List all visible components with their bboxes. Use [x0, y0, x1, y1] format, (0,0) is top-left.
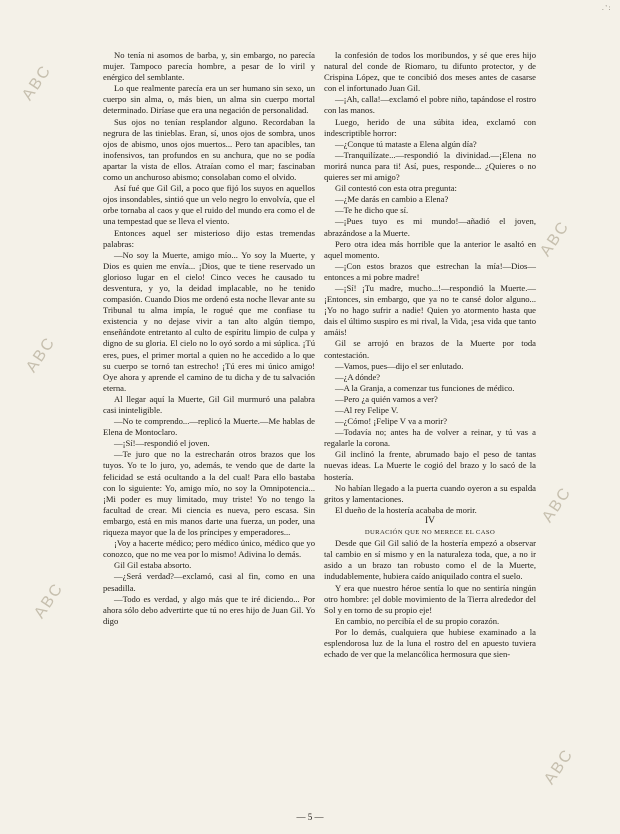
page-number: — 5 — [296, 812, 324, 822]
paragraph: la confesión de todos los moribundos, y sé que eres hijo natural del conde de Riomaro, tu difunto protector, y de Crispina López, que te concibió dos meses antes de casarse con el infortunado Juan Gil. [324, 50, 536, 94]
paragraph: Luego, herido de una súbita idea, exclamó con indescriptible horror: [324, 116, 536, 138]
edge-mark: . ' : [602, 4, 611, 12]
paragraph: —¿A dónde? [335, 371, 381, 382]
paragraph: —¡Sí!—respondió el joven. [114, 438, 210, 449]
paragraph: No tenía ni asomos de barba, y, sin embargo, no parecía mujer. Tampoco parecía hombre, a pesar de lo viril y enérgico del semblante. [103, 50, 315, 83]
watermark-abc: ABC [19, 61, 55, 104]
paragraph: —¿Me darás en cambio a Elena? [335, 194, 449, 205]
paragraph: —Al rey Felipe V. [335, 405, 399, 415]
paragraph: —No soy la Muerte, amigo mío... Yo soy la Muerte, y Dios es quien me envía... ¡Dios, que te tiene reservado un glorioso lugar en el cielo! Cinco veces he causado tu desventura, y yo, la deidad implacable, no he tenido compasión. Cuando Dios me ordenó esta noche llevar ante su Tribunal tu alma impía, le rogué que me confiase tu existencia y no dejase vivir a tan alto algún tiempo, enseñándote entretanto al culto de espíritu limpio de culpa y digno de su gloria. El cielo no lo oyó sordo a mi súplica. ¡Tú eres, pues, el primer mortal a quien no he accedido a lo que su cuerpo se tornó tan estrecho! ¡Tú eres mi único amigo! Oye ahora y aprende el camino de tu dicha y de tu salvación eterna. [103, 249, 315, 393]
paragraph: Gil contestó con esta otra pregunta: [335, 183, 457, 194]
watermark-abc: ABC [31, 579, 67, 622]
paragraph: —Pero ¿a quién vamos a ver? [335, 393, 438, 404]
paragraph: —Todavía no; antes ha de volver a reinar, y tú vas a regalarle la corona. [324, 427, 536, 449]
paragraph: —Te he dicho que sí. [335, 205, 409, 216]
paragraph: Pero otra idea más horrible que la anterior le asaltó en aquel momento. [324, 238, 536, 260]
paragraph: —¡Sí! ¡Tu madre, mucho...!—respondió la Muerte.—¡Entonces, sin embargo, que ya no te cansé dolor alguno... ¡Yo no hago sufrir a nadie! Quien yo atormento hasta que dais el último suspiro es mi rival, la Vida, ¡esa vida que tanto amáis! [324, 282, 536, 338]
paragraph: —¡Ah, calla!—exclamó el pobre niño, tapándose el rostro con las manos. [324, 94, 536, 116]
paragraph: Gil Gil estaba absorto. [114, 560, 192, 571]
paragraph: Sus ojos no tenían resplandor alguno. Recordaban la negrura de las tinieblas. Eran, sí, unos ojos de sombra, unos ojos de abismo, unos ojos muertos... Pero tan apacibles, tan inofensivos, tan profundos en su anchura, que no se podía apartar la vista de ellos. Atraían como el mar; fascinaban como un anchuroso abismo; consolaban como el olvido. [103, 116, 315, 183]
paragraph: —¿Cómo! ¡Felipe V va a morir? [335, 416, 448, 427]
paragraph: —Te juro que no la estrecharán otros brazos que los tuyos. Yo te lo juro, yo, además, te vendo que de darte la felicidad se está ocultando a la del cual! Para ello bastaba con lo siguiente: Yo, amigo mío, no soy la Omnipotencia... ¡Mi poder es muy limitado, muy triste! Yo no tengo la facultad de crear. Mi ciencia es nueva, pero escasa. Sin embargo, está en mis manos darte una fuerza, un poder, una riqueza mayor que la de los príncipes y emperadores... [103, 449, 315, 538]
paragraph: —Todo es verdad, y algo más que te iré diciendo... Por ahora sólo debo advertirte que tú no eres hijo de Juan Gil. Yo digo [103, 593, 315, 626]
watermark-abc: ABC [539, 483, 575, 526]
right-column [324, 50, 536, 660]
paragraph: —¿Conque tú mataste a Elena algún día? [335, 138, 477, 149]
watermark-abc: ABC [541, 745, 577, 788]
paragraph: —¿Será verdad?—exclamó, casi al fin, como en una pesadilla. [103, 571, 315, 593]
paragraph: —No te comprendo...—replicó la Muerte.—Me hablas de Elena de Montoclaro. [103, 416, 315, 438]
paragraph: Desde que Gil Gil salió de la hostería empezó a observar tal cambio en sí mismo y en la naturaleza toda, que, a no ir asido a un brazo tan robusto como el de la Muerte, indudablemente, hubiera caído aniquilado contra el suelo. [324, 538, 536, 582]
paragraph: Gil se arrojó en brazos de la Muerte por toda contestación. [324, 338, 536, 360]
paragraph: Lo que realmente parecía era un ser humano sin sexo, un cuerpo sin alma, o, más bien, un alma sin cuerpo mortal determinado. Diríase que era una negación de personalidad. [103, 83, 315, 116]
section-title: DURACIÓN QUE NO MERECE EL CASO [364, 529, 496, 537]
paragraph: ¡Voy a hacerte médico; pero médico único, médico que yo conozco, que no me vea por lo mismo! Adivina lo demás. [103, 538, 315, 560]
paragraph: Al llegar aquí la Muerte, Gil Gil murmuró una palabra casi ininteligible. [103, 393, 315, 415]
paragraph: —Vamos, pues—dijo el ser enlutado. [335, 360, 464, 371]
paragraph: Por lo demás, cualquiera que hubiese examinado a la esplendorosa luz de la luna el rostro del en apuesto tuviera echado de ver que la melancólica hermosura que sien- [324, 626, 536, 660]
section-number: IV [424, 515, 436, 526]
left-column [103, 50, 315, 627]
paragraph: Y era que nuestro héroe sentía lo que no sentiría ningún otro hombre: ¡el doble movimiento de la Tierra alrededor del Sol y en torno de su propio eje! [324, 582, 536, 615]
watermark-abc: ABC [23, 333, 59, 376]
paragraph: —Tranquilízate...—respondió la divinidad.—¡Elena no morirá nunca para ti! Así, pues, responde... ¿Quieres o no quieres ser mi amigo? [324, 149, 536, 183]
paragraph: El dueño de la hostería acababa de morir. [335, 504, 477, 515]
paragraph: Entonces aquel ser misterioso dijo estas tremendas palabras: [103, 227, 315, 249]
paragraph: —¡Pues tuyo es mi mundo!—añadió el joven, abrazándose a la Muerte. [324, 216, 536, 238]
paragraph: En cambio, no percibía el de su propio corazón. [335, 615, 500, 626]
paragraph: No habían llegado a la puerta cuando oyeron a su espalda gritos y lamentaciones. [324, 482, 536, 504]
paragraph: —A la Granja, a comenzar tus funciones de médico. [335, 382, 515, 393]
watermark-abc: ABC [537, 217, 573, 260]
paragraph: Gil inclinó la frente, abrumado bajo el peso de tantas nuevas ideas. La Muerte le cogió del brazo y lo sacó de la hostería. [324, 449, 536, 482]
paragraph: Así fué que Gil Gil, a poco que fijó los suyos en aquellos ojos insondables, sintió que un velo negro lo envolvía, que el orbe tornaba al caos y que el ruido del mundo era como el de una tempestad que se lleva el viento. [103, 183, 315, 227]
paragraph: —¡Con estos brazos que estrechan la mía!—Dios—entonces a mi pobre madre! [324, 260, 536, 282]
